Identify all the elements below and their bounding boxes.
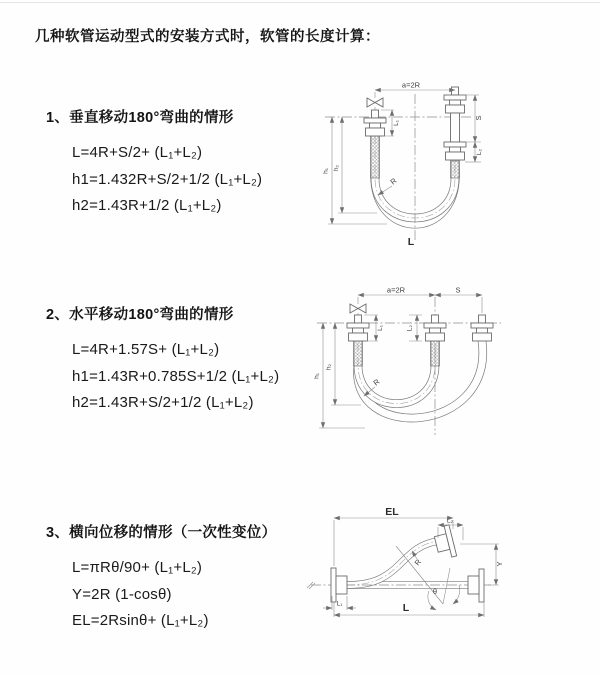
break-mark: [307, 582, 315, 589]
length-label: L: [402, 602, 410, 614]
page-title: 几种软管运动型式的安装方式时，软管的长度计算：: [35, 29, 380, 45]
dim-label-el: EL: [385, 506, 399, 518]
section-3-heading: 3、横向位移的情形（一次性变位）: [46, 525, 277, 541]
flange-collar: [336, 576, 347, 594]
diagram-lateral-displacement: [298, 498, 600, 643]
pipe-section: [451, 113, 460, 142]
formula-line: L=4R+1.57S+ (L₁+L₂): [72, 341, 220, 358]
pipe-stub: [432, 315, 439, 323]
formula-line: h2=1.43R+1/2 (L₁+L₂): [72, 197, 222, 214]
flange-fitting-upper: [444, 95, 466, 113]
angle-label: θ: [432, 587, 438, 596]
section-2-formulas: [72, 337, 279, 417]
dim-label-s: S: [455, 285, 461, 295]
formula-line: h2=1.43R+S/2+1/2 (L₁+L₂): [72, 394, 254, 411]
flange-fitting-displaced: [432, 525, 456, 560]
dim-label-h2: h₂: [333, 164, 340, 172]
dim-label-y: Y: [495, 561, 504, 567]
diagram-vertical-180-bend: [305, 78, 595, 256]
section-vertical-movement: [46, 106, 262, 220]
flange-plate: [479, 569, 484, 602]
valve-icon: [367, 98, 383, 107]
radius-label: R: [388, 176, 399, 187]
hose-braid: [354, 341, 363, 366]
formula-line: L=4R+S/2+ (L₁+L₂): [72, 144, 203, 161]
dim-label-l1: L₁: [393, 120, 400, 126]
hose-braid: [431, 341, 440, 366]
section-3-formulas: [72, 555, 276, 635]
hose-braid: [451, 161, 460, 178]
dim-label-s: S: [474, 115, 483, 121]
length-label: L: [407, 236, 415, 248]
formula-line: EL=2Rsinθ+ (L₁+L₂): [72, 612, 209, 629]
flange-fitting: [424, 323, 446, 341]
dim-label-l2: L₂: [446, 517, 454, 525]
dim-label-h1: h₁: [313, 373, 321, 379]
dim-label-a: a=2R: [386, 285, 406, 295]
dim-label-h2: h₂: [325, 363, 333, 371]
dim-label-l2: L₂: [476, 148, 483, 156]
radius-label: R: [412, 557, 424, 568]
section-horizontal-movement: [46, 303, 279, 417]
formula-line: h1=1.432R+S/2+1/2 (L₁+L₂): [72, 170, 263, 188]
valve-icon: [350, 304, 366, 313]
section-2-heading: 2、水平移动180°弯曲的情形: [46, 307, 234, 323]
flange-fitting-moved: [471, 323, 493, 341]
formula-line: L=πRθ/90+ (L₁+L₂): [72, 559, 203, 576]
pipe-stub: [452, 87, 459, 95]
dim-label-h1: h₁: [322, 168, 330, 174]
formula-line: h1=1.43R+0.785S+1/2 (L₁+L₂): [72, 367, 280, 385]
section-1-heading: 1、垂直移动180°弯曲的情形: [46, 110, 234, 126]
hose-braid: [371, 135, 380, 178]
pipe-stub: [372, 110, 379, 118]
formula-line: Y=2R (1-cosθ): [72, 585, 172, 603]
flange-fitting: [364, 118, 386, 136]
pipe-stub: [479, 315, 486, 323]
pipe-stub: [355, 315, 362, 323]
page-top-rule: [0, 2, 600, 3]
dim-label-l1: L₁: [336, 600, 343, 608]
flange-collar: [468, 576, 479, 594]
flange-fitting-lower: [444, 142, 466, 160]
section-1-formulas: [72, 140, 262, 220]
dim-label-l1: L₁: [377, 325, 384, 331]
dim-label-l2: L₂: [406, 324, 414, 332]
dim-label-a: a=2R: [401, 80, 421, 90]
radius-label: R: [371, 377, 382, 388]
section-lateral-displacement: [46, 521, 276, 635]
diagram-horizontal-180-bend: [303, 283, 595, 455]
flange-fitting: [347, 323, 369, 341]
